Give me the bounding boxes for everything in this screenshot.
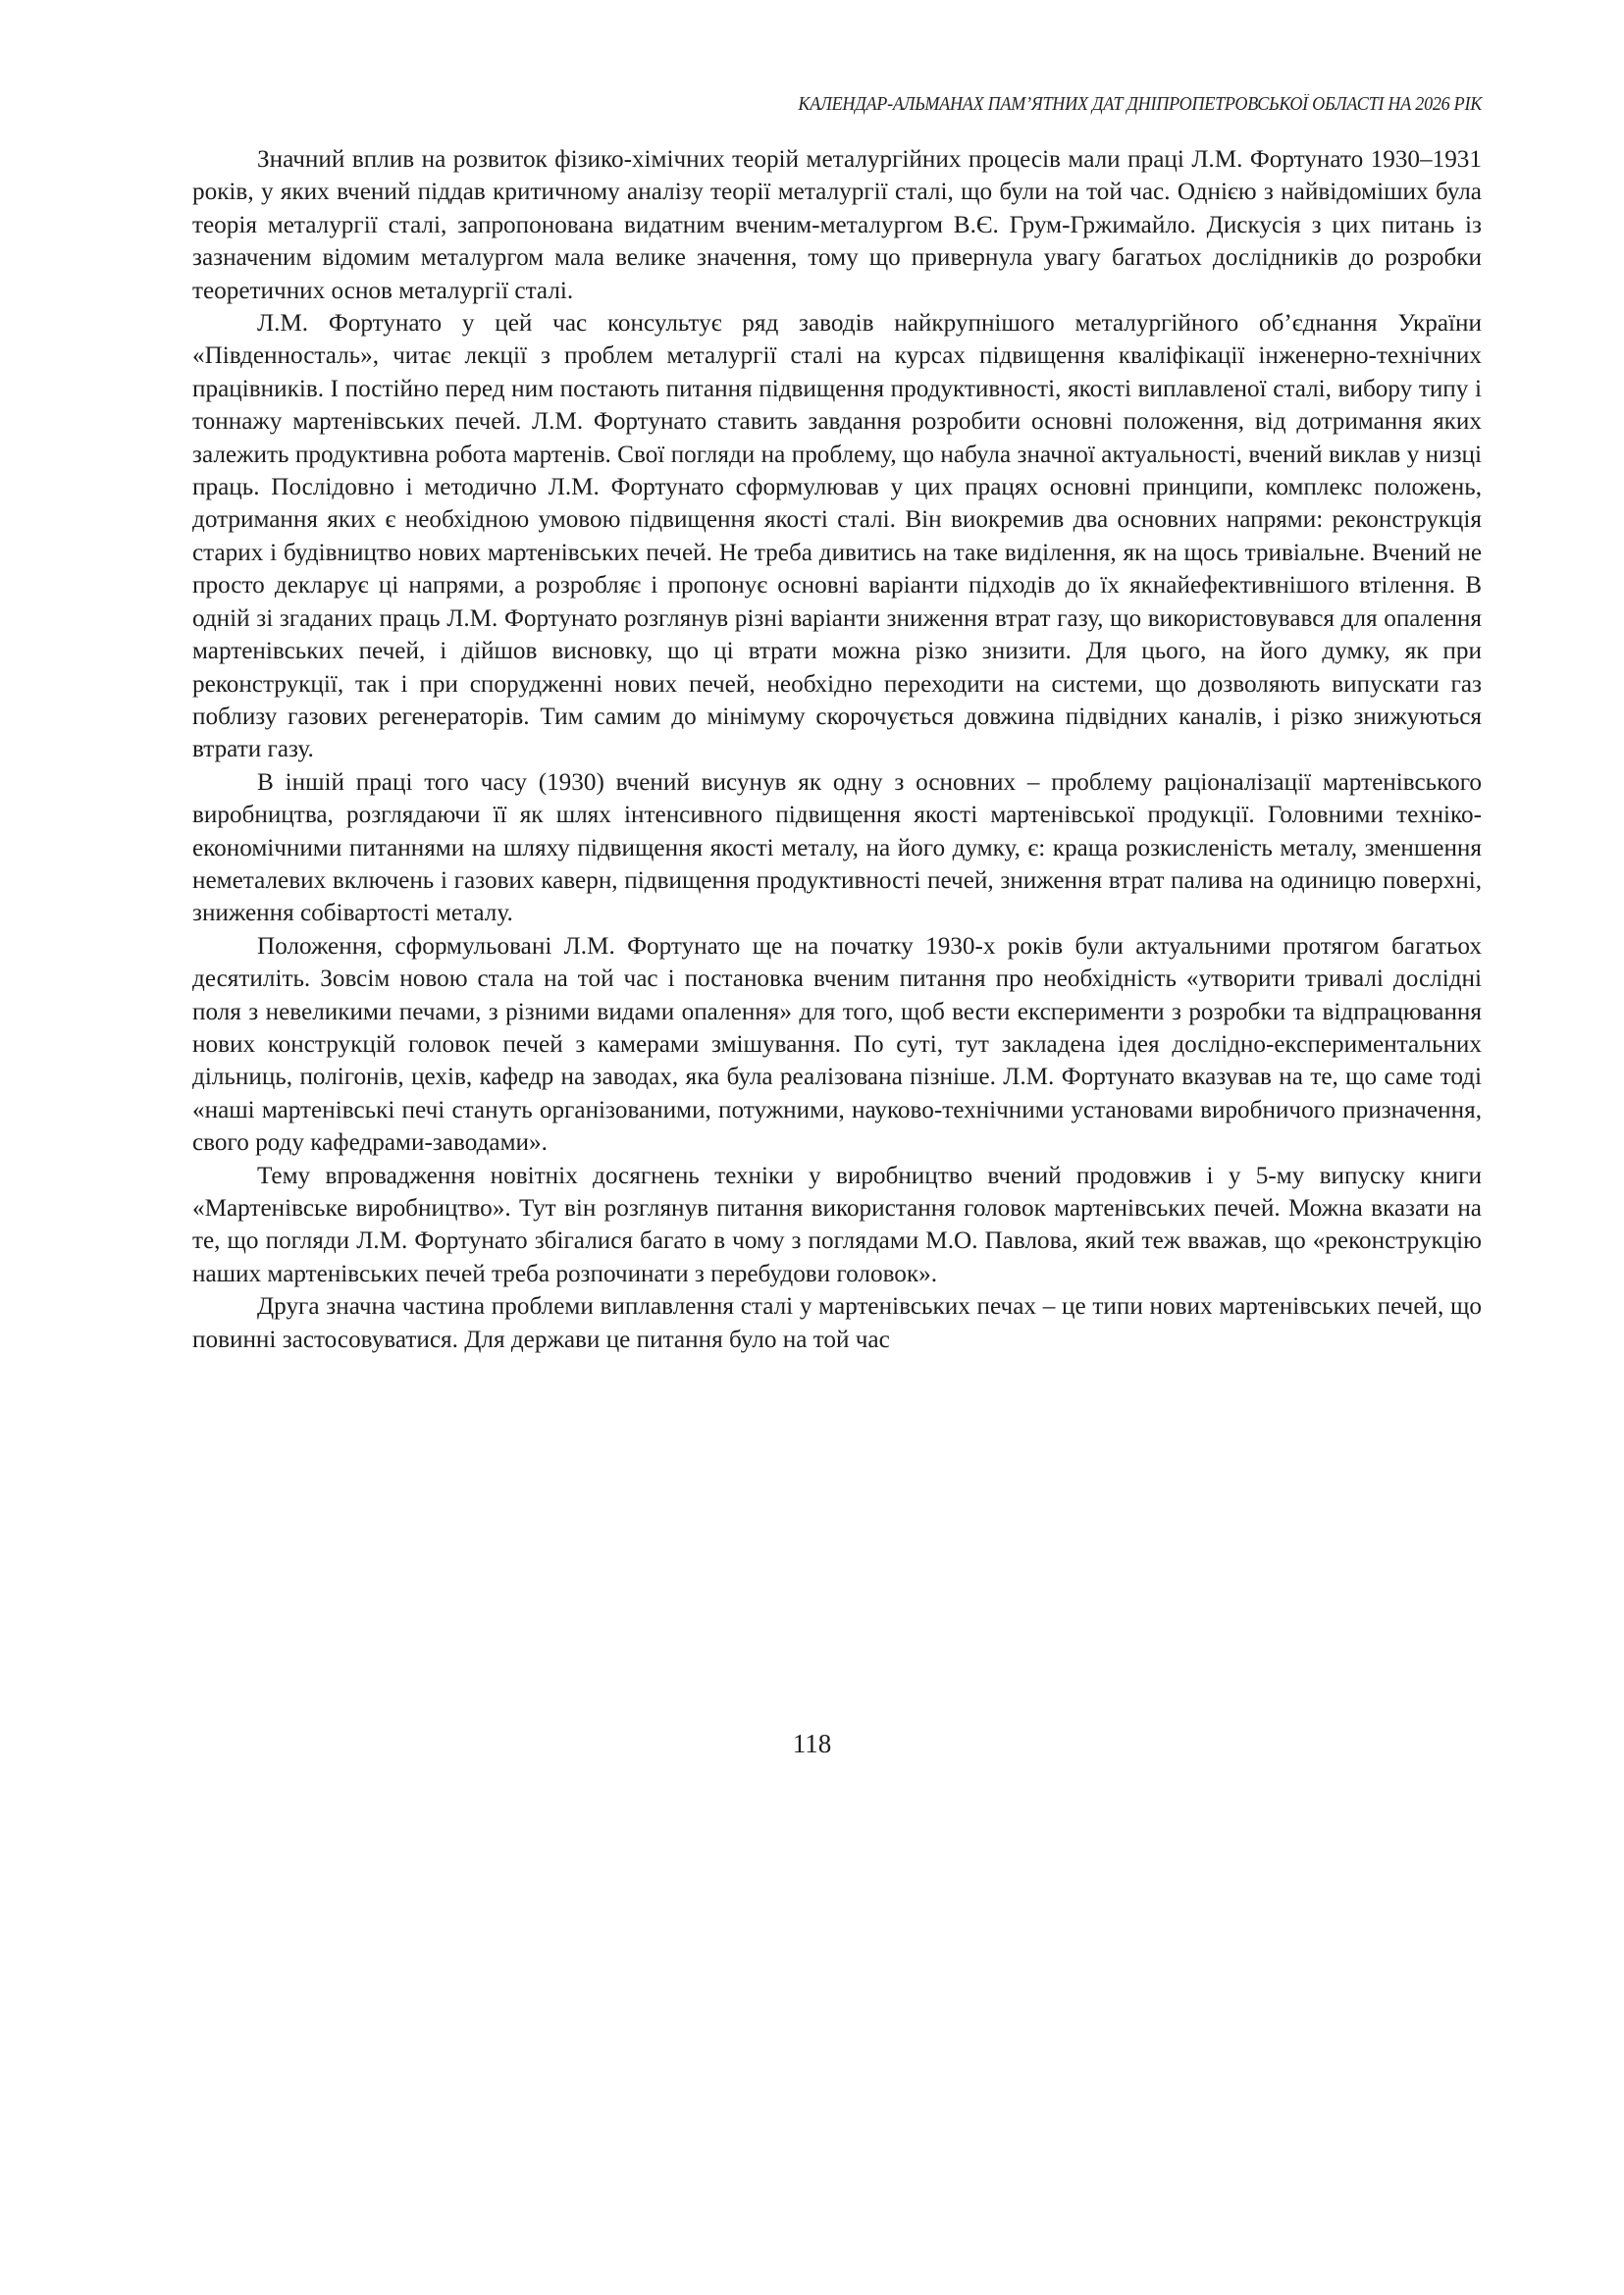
paragraph: Тему впровадження новітніх досягнень техніки у виробництво вчений продовжив і у 5-му випуску книги «Мартенівське виробництво». Тут він розглянув питання використання головок мартенівських печей. Можна вказати на те, що погляди Л.М. Фортунато збігалися багато в чому з поглядами М.О. Павлова, який теж вважав, що «реконструкцію наших мартенівських печей треба розпочинати з перебудови головок». [192,1162,1482,1287]
paragraph: Друга значна частина проблеми виплавлення сталі у мартенівських печах – це типи нових мартенівських печей, що повинні застосовуватися. Для держави це питання було на той час [192,1293,1482,1353]
body-text [192,143,1482,1356]
paragraph: Значний вплив на розвиток фізико-хімічних теорій металургійних процесів мали праці Л.М. Фортунато 1930–1931 років, у яких вчений піддав критичному аналізу теорії металургії сталі, що були на той час. Однією з найвідоміших була теорія металургії сталі, запропонована видатним вченим-металургом В.Є. Грум-Гржимайло. Дискусія з цих питань із зазначеним відомим металургом мала велике значення, тому що привернула увагу багатьох дослідників до розробки теоретичних основ металургії сталі. [192,146,1482,304]
paragraph: Л.М. Фортунато у цей час консультує ряд заводів найкрупнішого металургійного об’єднання України «Південносталь», читає лекції з проблем металургії сталі на курсах підвищення кваліфікації інженерно-технічних працівників. І постійно перед ним постають питання підвищення продуктивності, якості виплавленої сталі, вибору типу і тоннажу мартенівських печей. Л.М. Фортунато ставить завдання розробити основні положення, від дотримання яких залежить продуктивна робота мартенів. Свої погляди на проблему, що набула значної актуальності, вчений виклав у низці праць. Послідовно і методично Л.М. Фортунато сформулював у цих працях основні принципи, комплекс положень, дотримання яких є необхідною умовою підвищення якості сталі. Він виокремив два основних напрями: реконструкція старих і будівництво нових мартенівських печей. Не треба дивитись на таке виділення, як на щось тривіальне. Вчений не просто декларує ці напрями, а розробляє і пропонує основні варіанти підходів до їх якнайефективнішого втілення. В одній зі згаданих праць Л.М. Фортунато розглянув різні варіанти зниження втрат газу, що використовувався для опалення мартенівських печей, і дійшов висновку, що ці втрати можна різко знизити. Для цього, на його думку, як при реконструкції, так і при спорудженні нових печей, необхідно переходити на системи, що дозволяють випускати газ поблизу газових регенераторів. Тим самим до мінімуму скорочується довжина підвідних каналів, і різко знижуються втрати газу. [192,310,1482,763]
running-header: КАЛЕНДАР-АЛЬМАНАХ ПАМ’ЯТНИХ ДАТ ДНІПРОПЕТРОВСЬКОЇ ОБЛАСТІ НА 2026 РІК [798,94,1482,115]
page-number: 118 [792,1729,832,1758]
paragraph: В іншій праці того часу (1930) вчений висунув як одну з основних – проблему раціоналізації мартенівського виробництва, розглядаючи її як шлях інтенсивного підвищення якості мартенівської продукції. Головними техніко-економічними питаннями на шляху підвищення якості металу, на його думку, є: краща розкисленість металу, зменшення неметалевих включень і газових каверн, підвищення продуктивності печей, зниження втрат палива на одиницю поверхні, зниження собівартості металу. [192,768,1482,927]
paragraph: Положення, сформульовані Л.М. Фортунато ще на початку 1930-х років були актуальними протягом багатьох десятиліть. Зовсім новою стала на той час і постановка вченим питання про необхідність «утворити тривалі дослідні поля з невеликими печами, з різними видами опалення» для того, щоб вести експерименти з розробки та відпрацювання нових конструкцій головок печей з камерами змішування. По суті, тут закладена ідея дослідно-експериментальних дільниць, полігонів, цехів, кафедр на заводах, яка була реалізована пізніше. Л.М. Фортунато вказував на те, що саме тоді «наші мартенівські печі стануть організованими, потужними, науково-технічними установами виробничого призначення, свого роду кафедрами-заводами». [192,932,1482,1157]
